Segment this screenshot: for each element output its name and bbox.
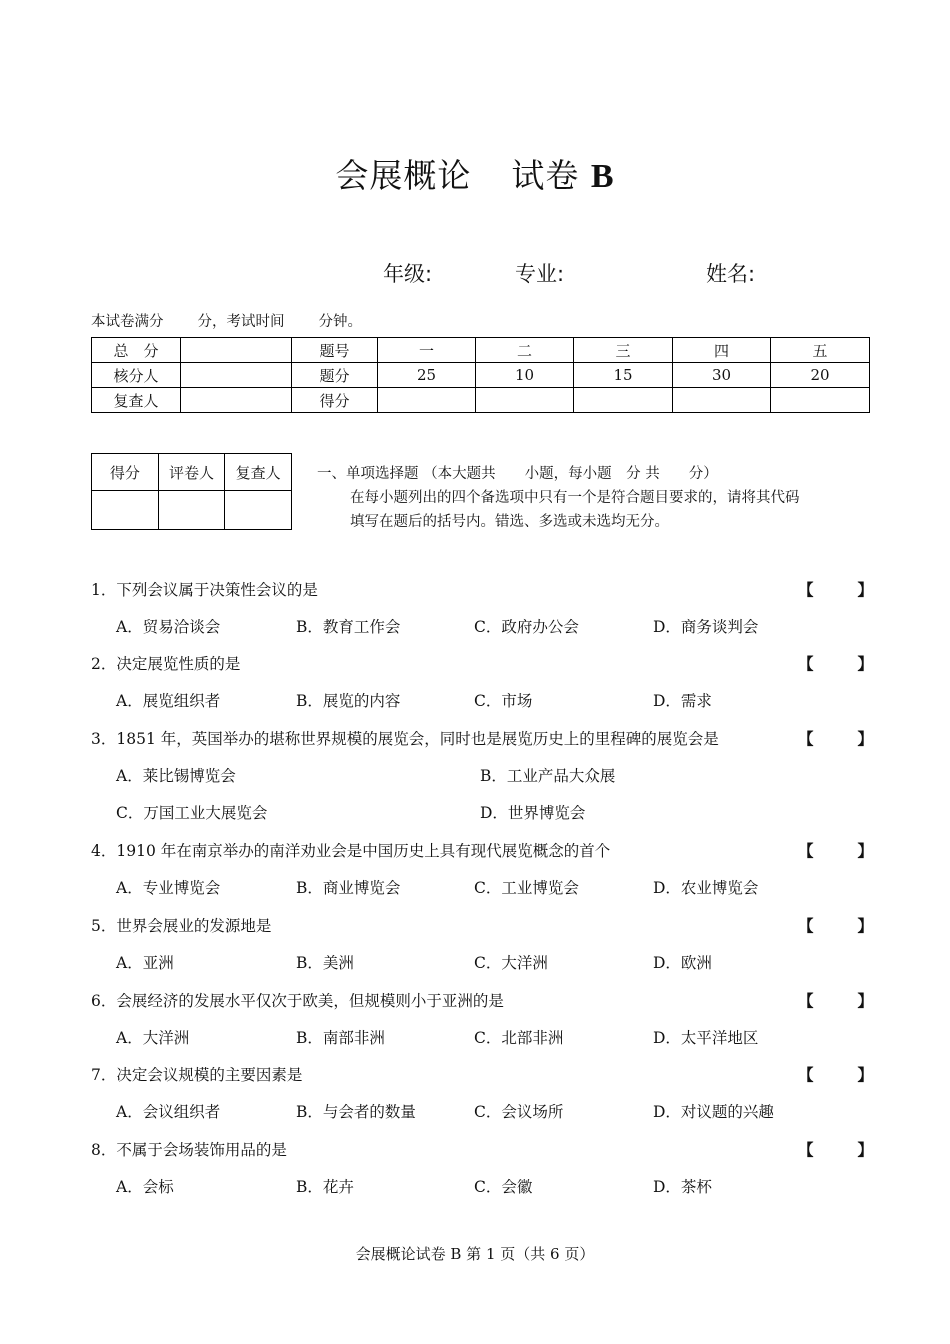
question-text: 6．会展经济的发展水平仅次于欧美，但规模则小于亚洲的是: [91, 992, 504, 1010]
section-instructions-line2: 填写在题后的括号内。错选、多选或未选均无分。: [350, 514, 669, 530]
bracket-close: 】: [857, 991, 874, 1010]
answer-option: B．展览的内容: [296, 692, 401, 710]
bracket-open: 【: [798, 580, 814, 599]
score-cell[interactable]: [181, 363, 292, 388]
question-text: 5．世界会展业的发源地是: [91, 917, 272, 935]
score-cell: 一: [378, 338, 476, 363]
score-cell: 10: [476, 363, 574, 388]
answer-option: A．会议组织者: [116, 1103, 221, 1121]
bracket-open: 【: [798, 841, 814, 860]
question-text: 3．1851 年，英国举办的堪称世界规模的展览会，同时也是展览历史上的里程碑的展览会是: [91, 730, 719, 748]
grader-table: [91, 453, 292, 530]
answer-option: D．太平洋地区: [653, 1029, 759, 1047]
score-cell: 题分: [292, 363, 378, 388]
answer-bracket[interactable]: [798, 839, 873, 861]
score-summary-table: [91, 337, 870, 413]
bracket-open: 【: [798, 991, 814, 1010]
answer-option: B．商业博览会: [296, 879, 401, 897]
bracket-close: 】: [857, 916, 874, 935]
paper-variant: B: [590, 158, 615, 195]
bracket-close: 】: [857, 580, 874, 599]
name-label: 姓名:: [706, 262, 756, 286]
bracket-close: 】: [857, 841, 874, 860]
answer-option: A．会标: [116, 1178, 174, 1196]
answer-option: B．南部非洲: [296, 1029, 385, 1047]
bracket-close: 】: [857, 1065, 874, 1084]
score-cell: 三: [574, 338, 673, 363]
answer-option: D．需求: [653, 692, 712, 710]
answer-bracket[interactable]: [798, 1138, 873, 1160]
answer-option: A．亚洲: [116, 954, 174, 972]
note-full-score: 本试卷满分: [91, 314, 164, 330]
note-exam-time: 分，考试时间: [197, 314, 285, 330]
score-cell: 得分: [292, 388, 378, 413]
answer-option: C．会徽: [474, 1178, 533, 1196]
answer-option: C．北部非洲: [474, 1029, 564, 1047]
answer-bracket[interactable]: [798, 989, 873, 1011]
score-cell: 五: [771, 338, 870, 363]
answer-option: A．贸易洽谈会: [116, 618, 221, 636]
exam-note: [91, 310, 362, 331]
answer-option: C．市场: [474, 692, 533, 710]
question-text: 4．1910 年在南京举办的南洋劝业会是中国历史上具有现代展览概念的首个: [91, 842, 611, 860]
answer-option: A．大洋洲: [116, 1029, 190, 1047]
score-cell: 25: [378, 363, 476, 388]
answer-option: C．工业博览会: [474, 879, 579, 897]
question-text: 8．不属于会场装饰用品的是: [91, 1141, 287, 1159]
grader-header-reviewer: 复查人: [225, 454, 292, 491]
answer-option: A．专业博览会: [116, 879, 221, 897]
score-cell[interactable]: [181, 338, 292, 363]
major-label: 专业:: [515, 262, 565, 286]
answer-option: D．欧洲: [653, 954, 712, 972]
answer-option: B．工业产品大众展: [480, 767, 616, 785]
section-instructions-line1: 在每小题列出的四个备选项中只有一个是符合题目要求的，请将其代码: [350, 490, 800, 506]
score-cell[interactable]: [673, 388, 771, 413]
grader-cell-score[interactable]: [92, 491, 159, 530]
question-text: 7．决定会议规模的主要因素是: [91, 1066, 303, 1084]
grader-header-score: 得分: [92, 454, 159, 491]
answer-option: C．大洋洲: [474, 954, 548, 972]
note-minutes: 分钟。: [318, 314, 362, 330]
score-row: [92, 338, 870, 363]
answer-bracket[interactable]: [798, 914, 873, 936]
bracket-open: 【: [798, 1140, 814, 1159]
score-cell[interactable]: [378, 388, 476, 413]
exam-title: [0, 150, 950, 197]
answer-option: B．美洲: [296, 954, 354, 972]
section-heading: 一、单项选择题 （本大题共 小题，每小题 分 共 分）: [317, 466, 718, 482]
answer-option: C．万国工业大展览会: [116, 804, 268, 822]
score-cell: 四: [673, 338, 771, 363]
answer-option: D．农业博览会: [653, 879, 759, 897]
bracket-close: 】: [857, 1140, 874, 1159]
grader-cell-reviewer[interactable]: [225, 491, 292, 530]
answer-option: D．茶杯: [653, 1178, 712, 1196]
answer-bracket[interactable]: [798, 652, 873, 674]
answer-option: B．花卉: [296, 1178, 354, 1196]
answer-option: A．展览组织者: [116, 692, 221, 710]
answer-option: D．对议题的兴趣: [653, 1103, 774, 1121]
course-name: 会展概论: [335, 156, 472, 195]
score-cell: 复查人: [92, 388, 181, 413]
answer-option: B．与会者的数量: [296, 1103, 416, 1121]
score-cell: 20: [771, 363, 870, 388]
answer-bracket[interactable]: [798, 727, 873, 749]
answer-bracket[interactable]: [798, 1063, 873, 1085]
score-cell: 二: [476, 338, 574, 363]
score-cell: 30: [673, 363, 771, 388]
score-cell[interactable]: [771, 388, 870, 413]
score-cell[interactable]: [574, 388, 673, 413]
answer-bracket[interactable]: [798, 578, 873, 600]
paper-label: 试卷: [511, 156, 580, 195]
score-row: [92, 363, 870, 388]
score-row: [92, 388, 870, 413]
bracket-open: 【: [798, 1065, 814, 1084]
grader-header-marker: 评卷人: [158, 454, 225, 491]
question-text: 1．下列会议属于决策性会议的是: [91, 581, 318, 599]
question-text: 2．决定展览性质的是: [91, 655, 241, 673]
answer-option: A．莱比锡博览会: [116, 767, 236, 785]
bracket-open: 【: [798, 729, 814, 748]
score-cell: 15: [574, 363, 673, 388]
answer-option: D．商务谈判会: [653, 618, 759, 636]
score-cell[interactable]: [476, 388, 574, 413]
page-footer: 会展概论试卷 B 第 1 页（共 6 页）: [355, 1245, 595, 1263]
answer-option: D．世界博览会: [480, 804, 586, 822]
answer-option: C．政府办公会: [474, 618, 579, 636]
score-cell: 题号: [292, 338, 378, 363]
bracket-open: 【: [798, 654, 814, 673]
grader-cell-marker[interactable]: [158, 491, 225, 530]
grade-label: 年级:: [383, 262, 433, 286]
answer-option: C．会议场所: [474, 1103, 564, 1121]
score-cell: 核分人: [92, 363, 181, 388]
answer-option: B．教育工作会: [296, 618, 401, 636]
bracket-close: 】: [857, 729, 874, 748]
score-cell: 总 分: [92, 338, 181, 363]
score-cell[interactable]: [181, 388, 292, 413]
bracket-open: 【: [798, 916, 814, 935]
bracket-close: 】: [857, 654, 874, 673]
